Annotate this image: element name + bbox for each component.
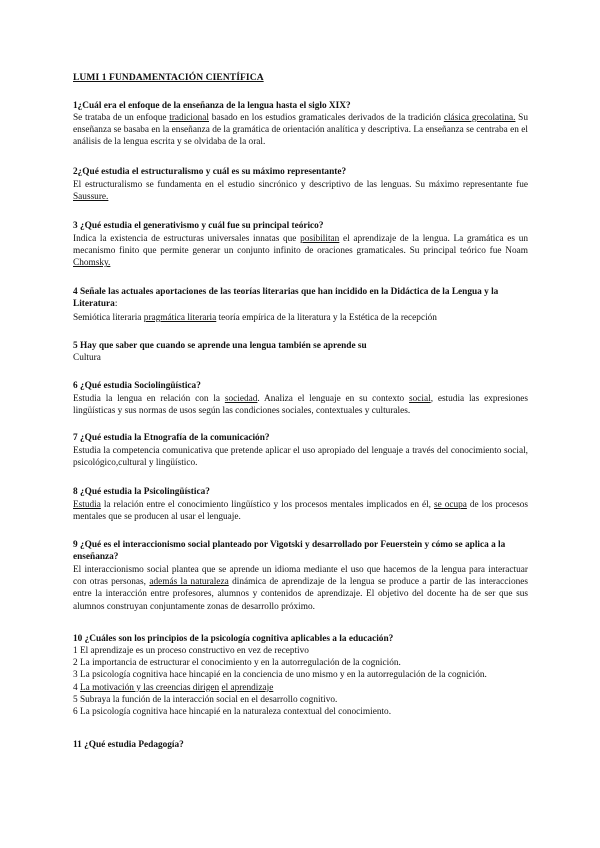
answer-8 (73, 499, 528, 523)
answer-6-underlined: sociedad (224, 394, 258, 404)
answer-5: Cultura (73, 353, 101, 363)
answer-2-text: El estructuralismo se fundamenta en el estudio sincrónico y descriptivo de las lenguas. Su máximo representante fue (73, 180, 528, 190)
question-10: 10 ¿Cuáles son los principios de la psicología cognitiva aplicables a la educación? (73, 634, 394, 644)
answer-10-list (73, 645, 528, 718)
list-item: 2 La importancia de estructurar el conocimiento y en la autorregulación de la cognición. (73, 658, 401, 669)
answer-8-text: la relación entre el conocimiento lingüístico y los procesos mentales implicados en él, (100, 500, 434, 510)
answer-4-underlined: pragmática literaria (143, 313, 217, 323)
answer-6-text: , estudia las expresiones lingüísticas y sus normas de usos según las condiciones sociales, contextuales y culturales. (73, 394, 528, 417)
list-item-underlined: La motivación y las creencias dirigen (79, 682, 220, 693)
document-title: LUMI 1 FUNDAMENTACIÓN CIENTÍFICA (73, 73, 264, 83)
answer-1-underlined: clásica grecolatina. (443, 113, 516, 123)
list-item: 6 La psicología cognitiva hace hincapié en la naturaleza contextual del conocimiento. (73, 707, 392, 718)
answer-8-underlined: Estudia (73, 500, 101, 510)
question-4-text: 4 Señale las actuales aportaciones de las teorías literarias que han incidido en la Didáctica de la Lengua y la Literatura (73, 287, 499, 309)
answer-8-underlined: se ocupa (433, 500, 467, 510)
answer-1-underlined: tradicional (169, 113, 209, 123)
answer-3-text: el aprendizaje de la lengua. La gramática es un mecanismo finito que permite generar un conjunto infinito de oraciones gramaticales. Su principal teórico fue Noam (73, 234, 528, 257)
question-5: 5 Hay que saber que cuando se aprende una lengua también se aprende su (73, 341, 367, 351)
answer-6-text: Estudia la lengua en relación con la (73, 394, 225, 404)
list-item-underlined: el aprendizaje (221, 682, 274, 693)
answer-2 (73, 179, 528, 203)
question-3: 3 ¿Qué estudia el generativismo y cuál fue su principal teórico? (73, 221, 324, 231)
question-6: 6 ¿Qué estudia Sociolingüística? (73, 381, 201, 391)
list-item: 1 El aprendizaje es un proceso constructivo en vez de receptivo (73, 646, 309, 656)
question-2: 2¿Qué estudia el estructuralismo y cuál es su máximo representante? (73, 167, 347, 177)
question-8: 8 ¿Qué estudia la Psicolingüística? (73, 487, 210, 497)
list-item (73, 682, 528, 694)
answer-2-underlined: Saussure. (73, 192, 109, 203)
question-7: 7 ¿Qué estudia la Etnografía de la comunicación? (73, 433, 270, 443)
answer-3-underlined: posibilitan (300, 234, 340, 244)
question-4-colon: : (114, 299, 118, 309)
question-9: 9 ¿Qué es el interaccionismo social planteado por Vigotski y desarrollado por Feuerstein y cómo se aplica a la enseñanza? (73, 540, 506, 562)
answer-4-text: Semiótica literaria (73, 313, 144, 323)
answer-3 (73, 233, 528, 270)
question-1: 1¿Cuál era el enfoque de la enseñanza de la lengua hasta el siglo XIX? (73, 101, 351, 111)
answer-4 (73, 312, 528, 324)
answer-1-text: Se trataba de un enfoque (73, 113, 170, 123)
answer-9-underlined: además la naturaleza (149, 577, 229, 588)
question-11: 11 ¿Qué estudia Pedagogía? (73, 740, 184, 750)
list-item-number: 4 (73, 682, 80, 693)
answer-3-text: Indica la existencia de estructuras universales innatas que (73, 234, 301, 244)
answer-1 (73, 112, 528, 149)
answer-1-text: Su enseñanza se basaba en la enseñanza de la gramática de orientación analítica y descriptiva. La enseñanza se centraba en el análisis de la lengua escrita y se olvidaba de la oral. (73, 113, 528, 148)
answer-7: Estudia la competencia comunicativa que pretende aplicar el uso apropiado del lenguaje a través del conocimiento social, psicológico,cultural y lingüístico. (73, 446, 528, 469)
list-item: 5 Subraya la función de la interacción social en el desarrollo cognitivo. (73, 694, 338, 705)
answer-4-text: teoría empírica de la literatura y la Estética de la recepción (216, 313, 437, 323)
answer-6-text: . Analiza el lenguaje en su contexto (257, 394, 409, 404)
answer-9-text: El interaccionismo social plantea que se aprende un idioma mediante el uso que hacemos de la lengua para interactuar con otras personas, (73, 565, 528, 588)
question-4 (73, 286, 528, 310)
list-item: 3 La psicología cognitiva hace hincapié en la conciencia de uno mismo y en la autorregulación de la cognición. (73, 670, 487, 681)
answer-6-underlined: social (409, 394, 431, 404)
answer-9 (73, 564, 528, 613)
answer-8-text: de los procesos mentales que se producen al usar el lenguaje. (73, 500, 528, 523)
answer-1-text: basado en los estudios gramaticales derivados de la tradición (209, 113, 444, 123)
answer-3-underlined: Chomsky. (73, 258, 111, 269)
answer-9-text: dinámica de aprendizaje de la lengua se produce a partir de las interacciones entre la interacción entre profesores, alumnos y contenidos de aprendizaje. El objetivo del docente ha de ser que sus alumnos construyan conjuntamente zonas de desarrollo próximo. (73, 577, 528, 612)
answer-6 (73, 393, 528, 417)
